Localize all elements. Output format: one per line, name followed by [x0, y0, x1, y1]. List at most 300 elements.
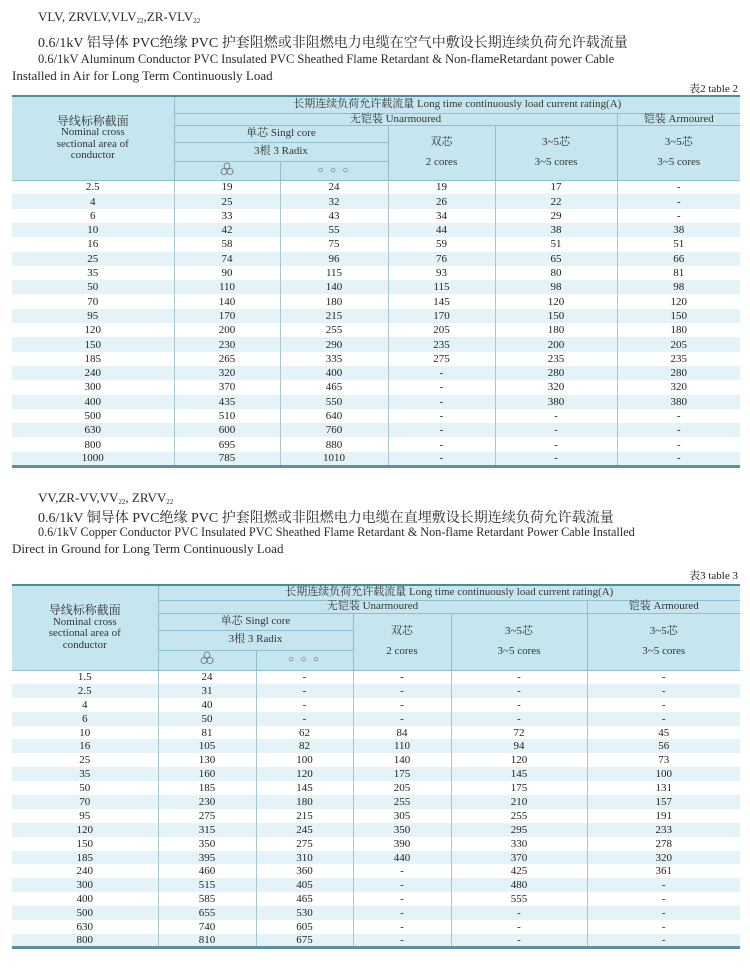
cell-area: 400 — [12, 395, 174, 409]
header-area-cn: 导线标称截面 — [56, 113, 129, 128]
cell-current: - — [495, 423, 617, 437]
cell-current: 38 — [495, 223, 617, 237]
header-armoured-3-5-cores — [587, 613, 740, 670]
cell-current: 335 — [280, 352, 388, 366]
cell-current: - — [587, 920, 740, 934]
cell-current: 275 — [388, 352, 495, 366]
cell-current: 24 — [158, 670, 256, 684]
cell-current: 320 — [174, 366, 280, 380]
cell-current: - — [353, 670, 451, 684]
cell-current: 170 — [174, 309, 280, 323]
cell-current: 160 — [158, 767, 256, 781]
cell-current: 59 — [388, 237, 495, 251]
table-row — [12, 409, 740, 423]
cell-current: 34 — [388, 209, 495, 223]
cell-current: 25 — [174, 194, 280, 208]
cell-current: 370 — [451, 851, 587, 865]
cell-current: - — [587, 934, 740, 948]
cell-current: 440 — [353, 851, 451, 865]
table-row — [12, 380, 740, 394]
cell-current: - — [353, 934, 451, 948]
cell-current: 115 — [388, 280, 495, 294]
cell-current: 150 — [617, 309, 740, 323]
cell-current: - — [617, 409, 740, 423]
header-3-5-cores-cn: 3~5芯 — [542, 136, 570, 149]
cell-area: 630 — [12, 920, 158, 934]
cell-current: 120 — [495, 294, 617, 308]
cell-current: 395 — [158, 851, 256, 865]
table-row — [12, 878, 740, 892]
cell-current: 235 — [617, 352, 740, 366]
cell-current: 140 — [353, 753, 451, 767]
cell-current: 210 — [451, 795, 587, 809]
cell-current: 17 — [495, 180, 617, 194]
cell-current: 130 — [158, 753, 256, 767]
cell-current: 185 — [158, 781, 256, 795]
cell-current: 550 — [280, 395, 388, 409]
cell-current: 740 — [158, 920, 256, 934]
cell-current: 640 — [280, 409, 388, 423]
cell-current: - — [451, 934, 587, 948]
cell-current: 180 — [280, 294, 388, 308]
header-current-rating: 长期连续负荷允许载流量 Long time continuously load current rating(A) — [158, 585, 740, 600]
cell-area: 25 — [12, 753, 158, 767]
header-3-5-cores-en: 3~5 cores — [497, 644, 541, 657]
section2-title-en-2: Direct in Ground for Long Term Continuously Load — [12, 541, 284, 556]
cell-current: 230 — [158, 795, 256, 809]
header-armoured-3-5-cores — [617, 126, 740, 181]
header-2-cores — [353, 613, 451, 670]
cell-area: 630 — [12, 423, 174, 437]
cell-current: 115 — [280, 266, 388, 280]
cell-area: 2.5 — [12, 180, 174, 194]
model-sub: 22 — [118, 498, 126, 506]
section1-models — [38, 9, 200, 25]
cell-current: 43 — [280, 209, 388, 223]
cell-current: - — [353, 878, 451, 892]
section1-title-cn: 0.6/1kV 铝导体 PVC绝缘 PVC 护套阻燃或非阻燃电力电缆在空气中敷设长期连续负荷允许载流量 — [38, 36, 628, 51]
cell-area: 1000 — [12, 452, 174, 466]
cell-current: 320 — [495, 380, 617, 394]
model-text: , ZRVV — [125, 490, 167, 505]
cell-current: 1010 — [280, 452, 388, 466]
cell-current: - — [451, 684, 587, 698]
cell-current: 435 — [174, 395, 280, 409]
table-row — [12, 753, 740, 767]
table-row — [12, 726, 740, 740]
cell-current: - — [256, 712, 353, 726]
cell-current: - — [587, 906, 740, 920]
cell-current: 51 — [617, 237, 740, 251]
section1-title-en-2: Installed in Air for Long Term Continuously Load — [12, 68, 273, 83]
cell-area: 500 — [12, 906, 158, 920]
cell-current: 32 — [280, 194, 388, 208]
cell-current: 370 — [174, 380, 280, 394]
header-nominal-area — [12, 585, 158, 670]
table-row — [12, 309, 740, 323]
cell-current: 180 — [495, 323, 617, 337]
cell-current: - — [587, 712, 740, 726]
cell-current: 131 — [587, 781, 740, 795]
cell-current: 45 — [587, 726, 740, 740]
cell-current: - — [587, 698, 740, 712]
header-single-core: 单芯 Singl core — [158, 613, 353, 630]
cell-current: 100 — [587, 767, 740, 781]
cell-current: 19 — [388, 180, 495, 194]
cell-current: 145 — [256, 781, 353, 795]
cell-current: - — [388, 452, 495, 466]
cell-area: 95 — [12, 309, 174, 323]
cell-current: 530 — [256, 906, 353, 920]
table-row — [12, 739, 740, 753]
cell-current: - — [388, 409, 495, 423]
cell-current: - — [617, 194, 740, 208]
cell-area: 6 — [12, 209, 174, 223]
cell-current: 330 — [451, 837, 587, 851]
header-2-cores-en: 2 cores — [425, 155, 458, 168]
cell-current: 110 — [353, 739, 451, 753]
cell-current: - — [353, 698, 451, 712]
cell-current: - — [451, 698, 587, 712]
header-area-en: Nominal cross sectional area of conductor — [48, 615, 121, 651]
cell-current: 280 — [617, 366, 740, 380]
cell-current: 90 — [174, 266, 280, 280]
table-row — [12, 670, 740, 684]
cell-current: 230 — [174, 337, 280, 351]
cell-area: 185 — [12, 851, 158, 865]
table-row — [12, 906, 740, 920]
cell-current: 380 — [495, 395, 617, 409]
cell-current: - — [353, 892, 451, 906]
cell-current: 98 — [617, 280, 740, 294]
cell-current: - — [617, 209, 740, 223]
cell-current: 74 — [174, 252, 280, 266]
cell-current: 480 — [451, 878, 587, 892]
cell-current: - — [388, 437, 495, 451]
cell-current: 425 — [451, 864, 587, 878]
table-row — [12, 864, 740, 878]
header-unarmoured: 无铠装 Unarmoured — [174, 113, 617, 126]
cell-current: 555 — [451, 892, 587, 906]
cell-current: 110 — [174, 280, 280, 294]
table-row — [12, 209, 740, 223]
cell-area: 70 — [12, 795, 158, 809]
cell-current: - — [388, 395, 495, 409]
cell-current: 320 — [617, 380, 740, 394]
section2-title-cn: 0.6/1kV 铜导体 PVC绝缘 PVC 护套阻燃或非阻燃电力电缆在直埋敷设长期连续负荷允许载流量 — [38, 511, 614, 526]
cell-current: 400 — [280, 366, 388, 380]
cell-current: 81 — [617, 266, 740, 280]
table-row — [12, 395, 740, 409]
header-area-cn: 导线标称截面 — [48, 603, 121, 618]
cell-current: 82 — [256, 739, 353, 753]
table-row — [12, 892, 740, 906]
cell-current: 255 — [451, 809, 587, 823]
cell-area: 240 — [12, 864, 158, 878]
header-3-radix: 3根 3 Radix — [158, 630, 353, 650]
cell-current: 600 — [174, 423, 280, 437]
cell-current: 175 — [353, 767, 451, 781]
cell-area: 25 — [12, 252, 174, 266]
cell-current: - — [388, 380, 495, 394]
header-3-5-cores-cn: 3~5芯 — [505, 624, 533, 637]
cell-current: 880 — [280, 437, 388, 451]
cell-current: 695 — [174, 437, 280, 451]
header-3-radix: 3根 3 Radix — [174, 143, 388, 162]
trefoil-icon — [158, 650, 256, 670]
model-sub: 22 — [193, 17, 201, 25]
cell-current: 205 — [617, 337, 740, 351]
cell-current: 460 — [158, 864, 256, 878]
cell-area: 500 — [12, 409, 174, 423]
cell-area: 120 — [12, 323, 174, 337]
table-row — [12, 781, 740, 795]
cell-current: 585 — [158, 892, 256, 906]
section2-title-en: 0.6/1kV Copper Conductor PVC Insulated PVC Sheathed Flame Retardant & Non-flame Retardant Power Cable Installed — [38, 524, 635, 539]
section1-title-en: 0.6/1kV Aluminum Conductor PVC Insulated PVC Sheathed Flame Retardant & Non-flameRetardant power Cable — [38, 51, 615, 66]
cell-current: 350 — [158, 837, 256, 851]
cell-area: 800 — [12, 934, 158, 948]
table-2 — [12, 95, 740, 468]
cell-area: 240 — [12, 366, 174, 380]
flat-formation-icon: ○ ○ ○ — [280, 162, 388, 181]
table-row — [12, 237, 740, 251]
trefoil-icon — [174, 162, 280, 181]
cell-current: 145 — [388, 294, 495, 308]
cell-current: 145 — [451, 767, 587, 781]
cell-current: 235 — [495, 352, 617, 366]
cell-current: 233 — [587, 823, 740, 837]
cell-current: 19 — [174, 180, 280, 194]
header-2-cores-cn: 双芯 — [391, 624, 413, 637]
cell-current: 810 — [158, 934, 256, 948]
table-row — [12, 337, 740, 351]
header-armoured: 铠装 Armoured — [587, 600, 740, 613]
table-row — [12, 266, 740, 280]
cell-current: - — [353, 712, 451, 726]
cell-current: 465 — [256, 892, 353, 906]
table-row — [12, 767, 740, 781]
header-3-5-cores — [451, 613, 587, 670]
flat-formation-icon: ○ ○ ○ — [256, 650, 353, 670]
cell-current: 380 — [617, 395, 740, 409]
header-armoured: 铠装 Armoured — [617, 113, 740, 126]
cell-current: - — [495, 452, 617, 466]
cell-area: 800 — [12, 437, 174, 451]
cell-current: 290 — [280, 337, 388, 351]
model-sub: 22 — [166, 498, 174, 506]
header-3-5-cores-en: 3~5 cores — [534, 155, 578, 168]
cell-current: 38 — [617, 223, 740, 237]
table-row — [12, 280, 740, 294]
cell-current: 405 — [256, 878, 353, 892]
table3-label: 表3 table 3 — [689, 570, 738, 582]
cell-area: 16 — [12, 739, 158, 753]
cell-current: - — [353, 864, 451, 878]
header-3-5-cores — [495, 126, 617, 181]
cell-current: 280 — [495, 366, 617, 380]
cell-current: 361 — [587, 864, 740, 878]
header-2-cores — [388, 126, 495, 181]
table-row — [12, 934, 740, 948]
cell-current: 98 — [495, 280, 617, 294]
table-row — [12, 712, 740, 726]
cell-current: 22 — [495, 194, 617, 208]
table-row — [12, 366, 740, 380]
cell-area: 2.5 — [12, 684, 158, 698]
cell-current: 55 — [280, 223, 388, 237]
cell-current: 175 — [451, 781, 587, 795]
table-row — [12, 684, 740, 698]
header-current-rating: 长期连续负荷允许载流量 Long time continuously load current rating(A) — [174, 96, 740, 113]
cell-current: 180 — [256, 795, 353, 809]
cell-current: 255 — [353, 795, 451, 809]
model-sub: 22 — [136, 17, 144, 25]
cell-area: 185 — [12, 352, 174, 366]
header-single-core: 单芯 Singl core — [174, 126, 388, 143]
cell-current: 157 — [587, 795, 740, 809]
cell-current: - — [617, 437, 740, 451]
cell-current: 120 — [617, 294, 740, 308]
cell-current: 760 — [280, 423, 388, 437]
cell-current: - — [388, 366, 495, 380]
table-row — [12, 352, 740, 366]
cell-area: 300 — [12, 878, 158, 892]
cell-current: 205 — [388, 323, 495, 337]
header-arm-cores-en: 3~5 cores — [642, 644, 686, 657]
cell-current: 81 — [158, 726, 256, 740]
cell-current: 93 — [388, 266, 495, 280]
cell-current: 56 — [587, 739, 740, 753]
cell-current: 150 — [495, 309, 617, 323]
table-row — [12, 180, 740, 194]
cell-current: 24 — [280, 180, 388, 194]
cell-current: - — [353, 920, 451, 934]
header-arm-cores-en: 3~5 cores — [657, 155, 701, 168]
cell-area: 150 — [12, 337, 174, 351]
cell-current: - — [587, 878, 740, 892]
cell-current: - — [451, 906, 587, 920]
table-row — [12, 223, 740, 237]
table-3 — [12, 584, 740, 949]
cell-current: 120 — [256, 767, 353, 781]
table-row — [12, 252, 740, 266]
header-unarmoured: 无铠装 Unarmoured — [158, 600, 587, 613]
cell-area: 300 — [12, 380, 174, 394]
table-row — [12, 194, 740, 208]
cell-current: 26 — [388, 194, 495, 208]
cell-current: - — [617, 423, 740, 437]
cell-current: 65 — [495, 252, 617, 266]
table-row — [12, 437, 740, 451]
model-text: VLV, ZRVLV,VLV — [38, 9, 137, 24]
cell-current: 180 — [617, 323, 740, 337]
cell-area: 10 — [12, 726, 158, 740]
table-row — [12, 452, 740, 466]
cell-current: 465 — [280, 380, 388, 394]
cell-current: - — [451, 670, 587, 684]
cell-area: 1.5 — [12, 670, 158, 684]
cell-area: 10 — [12, 223, 174, 237]
cell-current: 140 — [280, 280, 388, 294]
cell-current: 785 — [174, 452, 280, 466]
cell-current: 275 — [158, 809, 256, 823]
table-row — [12, 809, 740, 823]
cell-current: 605 — [256, 920, 353, 934]
cell-area: 4 — [12, 194, 174, 208]
cell-current: 33 — [174, 209, 280, 223]
cell-current: 200 — [174, 323, 280, 337]
cell-current: 295 — [451, 823, 587, 837]
header-2-cores-cn: 双芯 — [430, 136, 453, 149]
cell-current: 235 — [388, 337, 495, 351]
cell-current: - — [617, 180, 740, 194]
cell-current: 76 — [388, 252, 495, 266]
cell-current: - — [587, 892, 740, 906]
cell-current: 350 — [353, 823, 451, 837]
header-2-cores-en: 2 cores — [386, 644, 418, 657]
cell-current: 94 — [451, 739, 587, 753]
cell-current: - — [353, 684, 451, 698]
cell-current: - — [388, 423, 495, 437]
cell-current: 245 — [256, 823, 353, 837]
cell-current: 80 — [495, 266, 617, 280]
cell-current: 50 — [158, 712, 256, 726]
cell-current: 265 — [174, 352, 280, 366]
header-nominal-area — [12, 96, 174, 180]
section2-models — [38, 490, 173, 506]
cell-current: 170 — [388, 309, 495, 323]
cell-current: - — [256, 684, 353, 698]
header-arm-cores-cn: 3~5芯 — [649, 624, 678, 637]
cell-current: - — [617, 452, 740, 466]
cell-current: 205 — [353, 781, 451, 795]
cell-area: 50 — [12, 781, 158, 795]
cell-area: 150 — [12, 837, 158, 851]
cell-current: 105 — [158, 739, 256, 753]
cell-current: 72 — [451, 726, 587, 740]
cell-current: 215 — [280, 309, 388, 323]
cell-current: - — [451, 920, 587, 934]
cell-current: 40 — [158, 698, 256, 712]
model-text: VV,ZR-VV,VV — [38, 490, 119, 505]
cell-current: 58 — [174, 237, 280, 251]
table-row — [12, 795, 740, 809]
cell-current: 62 — [256, 726, 353, 740]
cell-current: - — [256, 670, 353, 684]
model-text: ,ZR-VLV — [143, 9, 194, 24]
cell-current: - — [495, 437, 617, 451]
cell-current: - — [256, 698, 353, 712]
table-row — [12, 823, 740, 837]
cell-area: 50 — [12, 280, 174, 294]
cell-current: 75 — [280, 237, 388, 251]
cell-current: 275 — [256, 837, 353, 851]
cell-current: 315 — [158, 823, 256, 837]
cell-current: - — [495, 409, 617, 423]
cell-current: 320 — [587, 851, 740, 865]
table2-label: 表2 table 2 — [689, 83, 738, 95]
cell-area: 16 — [12, 237, 174, 251]
cell-current: - — [587, 670, 740, 684]
cell-current: 655 — [158, 906, 256, 920]
table-row — [12, 323, 740, 337]
cell-current: 44 — [388, 223, 495, 237]
cell-current: 310 — [256, 851, 353, 865]
cell-current: 84 — [353, 726, 451, 740]
table-row — [12, 837, 740, 851]
cell-current: 140 — [174, 294, 280, 308]
